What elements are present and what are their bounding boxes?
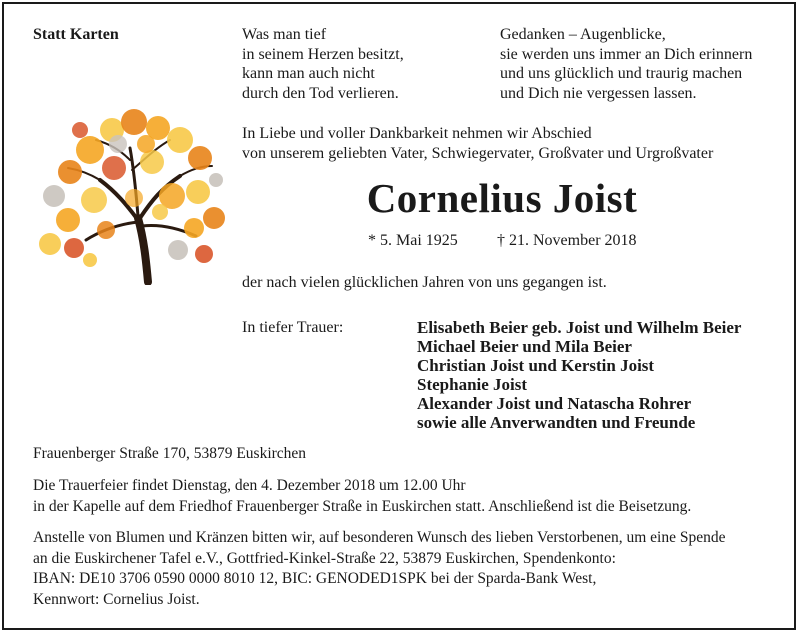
mourning-label: In tiefer Trauer: [242, 319, 344, 336]
intro-line: von unserem geliebten Vater, Schwiegervater, Großvater und Urgroßvater [242, 144, 714, 162]
mourner-name: Christian Joist und Kerstin Joist [417, 356, 655, 375]
tree-leaves [39, 109, 225, 267]
verse-line: Was man tief [242, 26, 327, 43]
verse-right [500, 25, 752, 103]
mourner-name: Elisabeth Beier geb. Joist und Wilhelm Beier [417, 318, 742, 337]
verse-line: durch den Tod verlieren. [242, 84, 399, 102]
mourner-name: Alexander Joist und Natascha Rohrer [417, 394, 692, 413]
donation-info [33, 528, 726, 610]
mourner-name: sowie alle Anverwandten und Freunde [417, 413, 696, 432]
funeral-info [33, 476, 691, 517]
donation-line: Kennwort: Cornelius Joist. [33, 590, 200, 608]
verse-line: und uns glücklich und traurig machen [500, 65, 743, 82]
mourner-name: Stephanie Joist [417, 375, 528, 394]
mourner-name: Michael Beier und Mila Beier [417, 337, 632, 356]
death-date: † 21. November 2018 [497, 232, 637, 249]
mourners-list [417, 318, 741, 432]
verse-line: Gedanken – Augenblicke, [500, 26, 666, 43]
autumn-tree-icon [30, 100, 230, 285]
intro-line: In Liebe und voller Dankbarkeit nehmen wir Abschied [242, 125, 592, 142]
verse-line: und Dich nie vergessen lassen. [500, 84, 697, 102]
address: Frauenberger Straße 170, 53879 Euskirchen [33, 445, 307, 462]
intro-text [242, 124, 713, 163]
passing-text: der nach vielen glücklichen Jahren von uns gegangen ist. [242, 274, 607, 291]
donation-line: Anstelle von Blumen und Kränzen bitten wir, auf besonderen Wunsch des lieben Verstorbenen, um eine Spende [33, 529, 726, 546]
verse-line: in seinem Herzen besitzt, [242, 45, 404, 63]
funeral-line: Die Trauerfeier findet Dienstag, den 4. Dezember 2018 um 12.00 Uhr [33, 477, 466, 494]
verse-left [242, 25, 404, 103]
verse-line: kann man auch nicht [242, 65, 375, 82]
statt-karten-label: Statt Karten [33, 26, 119, 43]
donation-line: an die Euskirchener Tafel e.V., Gottfried-Kinkel-Straße 22, 53879 Euskirchen, Spendenkonto: [33, 549, 616, 567]
verse-line: sie werden uns immer an Dich erinnern [500, 45, 753, 63]
deceased-name: Cornelius Joist [366, 175, 638, 221]
birth-date: * 5. Mai 1925 [368, 232, 458, 249]
funeral-line: in der Kapelle auf dem Friedhof Frauenberger Straße in Euskirchen statt. Anschließend ist die Beisetzung. [33, 497, 692, 515]
donation-line: IBAN: DE10 3706 0590 0000 8010 12, BIC: GENODED1SPK bei der Sparda-Bank West, [33, 570, 597, 587]
